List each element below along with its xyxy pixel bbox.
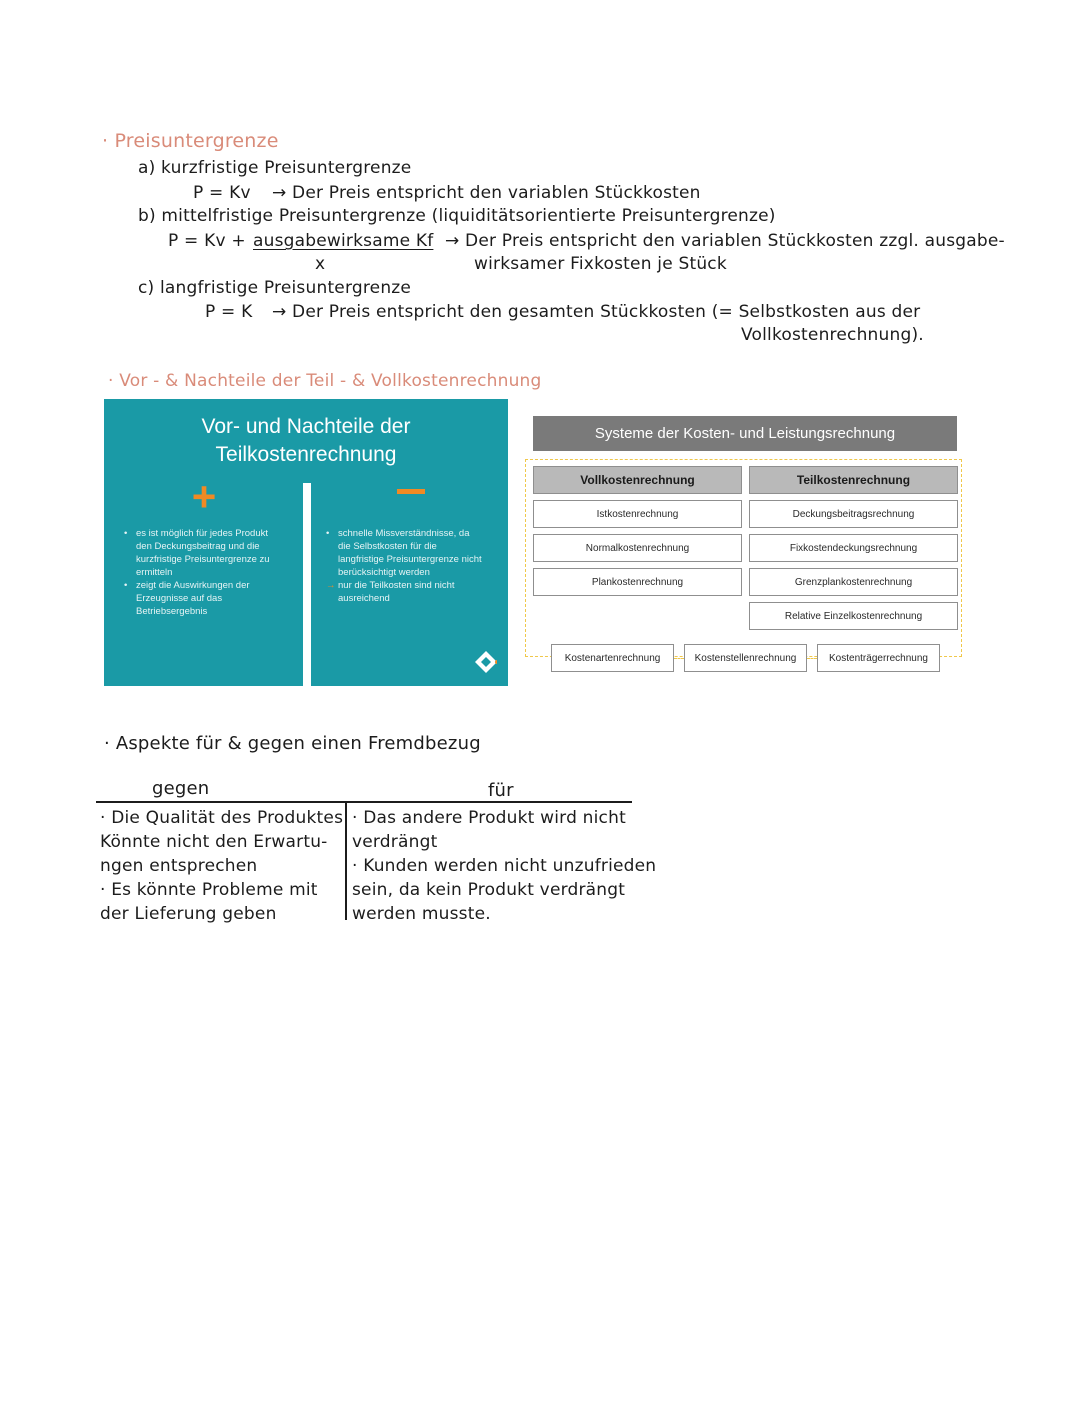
pro-item-text: zeigt die Auswirkungen der Erzeugnisse auf das Betriebsergebnis <box>136 580 250 617</box>
table-vertical-rule <box>345 802 347 920</box>
gegen-line: der Lieferung geben <box>100 904 277 924</box>
teilkosten-slide <box>104 399 508 686</box>
teilkosten-header: Teilkostenrechnung <box>749 466 958 494</box>
table-horizontal-rule <box>96 801 632 803</box>
bottom-item: Kostenstellenrechnung <box>684 644 807 672</box>
mid-term-label: b) mittelfristige Preisuntergrenze (liquiditätsorientierte Preisuntergrenze) <box>138 206 776 226</box>
gegen-line: Könnte nicht den Erwartu- <box>100 832 328 852</box>
vollkosten-item: Plankostenrechnung <box>533 568 742 596</box>
teilkosten-item: Deckungsbeitragsrechnung <box>749 500 958 528</box>
arrow-icon: → <box>326 580 336 591</box>
con-list <box>326 527 484 605</box>
con-item-text: nur die Teilkosten sind nicht ausreichend <box>338 580 455 604</box>
vollkosten-item: Normalkostenrechnung <box>533 534 742 562</box>
teilkosten-item: Grenzplankostenrechnung <box>749 568 958 596</box>
slide-divider <box>303 483 311 686</box>
fuer-line: · Das andere Produkt wird nicht <box>352 808 626 828</box>
con-item-text: schnelle Missverständnisse, da die Selbstkosten für die langfristige Preisuntergrenze nicht berücksichtigt werden <box>338 528 482 578</box>
bullet-icon: • <box>124 528 128 539</box>
mid-term-formula-numerator: ausgabewirksame Kf <box>253 231 434 251</box>
fuer-line: sein, da kein Produkt verdrängt <box>352 880 626 900</box>
minus-icon <box>397 489 425 494</box>
slide-title-line-2: Teilkostenrechnung <box>215 443 397 466</box>
long-term-label: c) langfristige Preisuntergrenze <box>138 278 412 298</box>
gegen-header: gegen <box>152 778 210 799</box>
pro-list <box>124 527 284 618</box>
vollkosten-item: Istkostenrechnung <box>533 500 742 528</box>
connector-line <box>674 658 684 659</box>
bottom-item: Kostenträgerrechnung <box>817 644 940 672</box>
slide-title-line-1: Vor- und Nachteile der <box>201 415 411 438</box>
bullet-icon: • <box>124 580 128 591</box>
fuer-column <box>352 806 656 926</box>
connector-line <box>807 658 817 659</box>
pro-item <box>124 527 284 579</box>
gegen-column <box>100 806 343 926</box>
gegen-line: · Es könnte Probleme mit <box>100 880 318 900</box>
fuer-line: werden musste. <box>352 904 491 924</box>
logo-icon <box>475 651 497 673</box>
teilkosten-item: Fixkostendeckungsrechnung <box>749 534 958 562</box>
short-term-formula: P = Kv <box>193 183 251 203</box>
gegen-line: · Die Qualität des Produktes <box>100 808 344 828</box>
mid-term-formula-left: P = Kv + <box>168 231 246 251</box>
vor-nachteile-heading: · Vor - & Nachteile der Teil - & Vollkostenrechnung <box>108 371 542 391</box>
con-item <box>326 527 484 579</box>
fuer-line: · Kunden werden nicht unzufrieden <box>352 856 657 876</box>
bullet-icon: • <box>326 528 330 539</box>
teilkosten-item: Relative Einzelkostenrechnung <box>749 602 958 630</box>
con-item <box>326 579 484 605</box>
long-term-formula: P = K <box>205 302 253 322</box>
vollkosten-header: Vollkostenrechnung <box>533 466 742 494</box>
short-term-label: a) kurzfristige Preisuntergrenze <box>138 158 412 178</box>
mid-term-text-2: wirksamer Fixkosten je Stück <box>474 254 727 274</box>
pro-item <box>124 579 284 618</box>
preisuntergrenze-heading: · Preisuntergrenze <box>102 130 279 152</box>
long-term-text-1: → Der Preis entspricht den gesamten Stückkosten (= Selbstkosten aus der <box>272 302 921 322</box>
gegen-line: ngen entsprechen <box>100 856 258 876</box>
short-term-text: → Der Preis entspricht den variablen Stückkosten <box>272 183 701 203</box>
fuer-line: verdrängt <box>352 832 438 852</box>
fuer-header: für <box>488 780 514 801</box>
bottom-item: Kostenartenrechnung <box>551 644 674 672</box>
mid-term-text-1: → Der Preis entspricht den variablen Stückkosten zzgl. ausgabe- <box>445 231 1005 251</box>
diagram-title: Systeme der Kosten- und Leistungsrechnung <box>533 416 957 451</box>
pro-item-text: es ist möglich für jedes Produkt den Deckungsbeitrag und die kurzfristige Preisuntergrenze zu ermitteln <box>136 528 270 578</box>
fremdbezug-heading: · Aspekte für & gegen einen Fremdbezug <box>104 733 481 754</box>
mid-term-formula-denominator: x <box>315 254 326 274</box>
long-term-text-2: Vollkostenrechnung). <box>741 325 924 345</box>
plus-icon: + <box>191 473 217 520</box>
